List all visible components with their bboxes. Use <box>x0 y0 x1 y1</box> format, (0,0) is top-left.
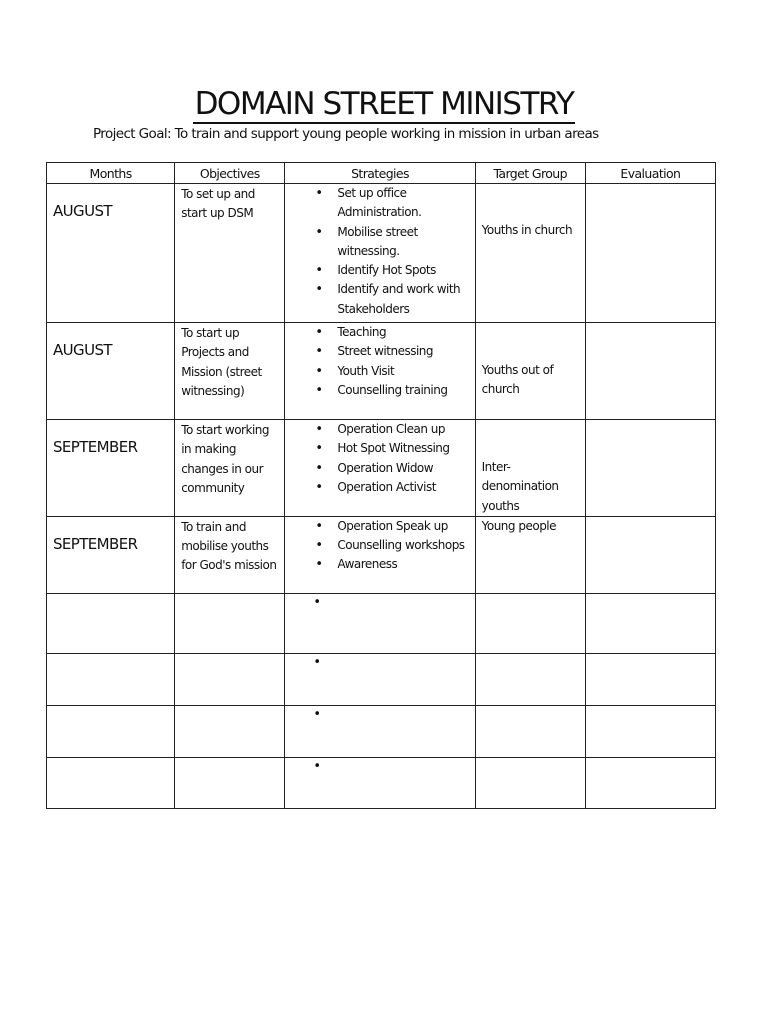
strategy-list <box>285 184 474 319</box>
strategy-item: • Youth Visit <box>337 362 474 381</box>
month-cell: SEPTEMBER <box>53 438 138 456</box>
objective-cell: To start working in making changes in our community <box>181 423 269 495</box>
header-months: Months <box>47 163 175 184</box>
empty-row <box>47 593 716 653</box>
table-row <box>47 323 716 420</box>
header-evaluation: Evaluation <box>585 163 715 184</box>
target-group-cell: Youths in church <box>481 223 573 237</box>
header-strategies: Strategies <box>285 163 475 184</box>
strategy-item: • Hot Spot Witnessing <box>337 439 474 458</box>
strategy-item: • Identify and work with Stakeholders <box>337 280 474 319</box>
project-goal: Project Goal: To train and support young people working in mission in urban areas <box>93 126 599 142</box>
strategy-list <box>285 420 474 497</box>
strategy-item: • Teaching <box>337 323 474 342</box>
objective-cell: To set up and start up DSM <box>181 187 255 221</box>
strategy-list <box>285 323 474 400</box>
document-title: DOMAIN STREET MINISTRY <box>194 86 574 122</box>
strategy-item: • Street witnessing <box>337 342 474 361</box>
strategy-item: • Identify Hot Spots <box>337 261 474 280</box>
target-group-cell: Inter-denomination youths <box>481 460 559 513</box>
bullet-icon: • <box>313 706 322 722</box>
header-target-group: Target Group <box>475 163 585 184</box>
strategy-item: • Operation Activist <box>337 478 474 497</box>
header-objectives: Objectives <box>175 163 285 184</box>
strategy-item: • Counselling workshops <box>337 536 474 555</box>
strategy-item: • Operation Speak up <box>337 517 474 536</box>
strategy-item: • Operation Widow <box>337 459 474 478</box>
month-cell: AUGUST <box>53 202 112 220</box>
strategy-item: • Operation Clean up <box>337 420 474 439</box>
strategy-list <box>285 517 474 575</box>
plan-table <box>46 162 716 809</box>
strategy-item: • Mobilise street witnessing. <box>337 223 474 262</box>
table-row <box>47 420 716 517</box>
strategy-item: • Set up office Administration. <box>337 184 474 223</box>
header-row <box>47 163 716 184</box>
evaluation-cell <box>585 516 715 593</box>
table-row <box>47 516 716 593</box>
strategy-item: • Awareness <box>337 555 474 574</box>
target-group-cell: Young people <box>481 518 557 533</box>
bullet-icon: • <box>313 594 322 610</box>
month-cell: SEPTEMBER <box>53 534 138 553</box>
objective-cell: To train and mobilise youths for God's mission <box>181 519 277 573</box>
strategy-item: • Counselling training <box>337 381 474 400</box>
empty-row <box>47 653 716 705</box>
evaluation-cell <box>585 420 715 517</box>
evaluation-cell <box>585 184 715 323</box>
objective-cell: To start up Projects and Mission (street witnessing) <box>181 326 262 398</box>
table-row <box>47 184 716 323</box>
target-group-cell: Youths out of church <box>481 363 554 397</box>
empty-row <box>47 757 716 808</box>
evaluation-cell <box>585 323 715 420</box>
bullet-icon: • <box>313 654 322 670</box>
month-cell: AUGUST <box>53 341 112 359</box>
empty-row <box>47 705 716 757</box>
bullet-icon: • <box>313 758 322 774</box>
